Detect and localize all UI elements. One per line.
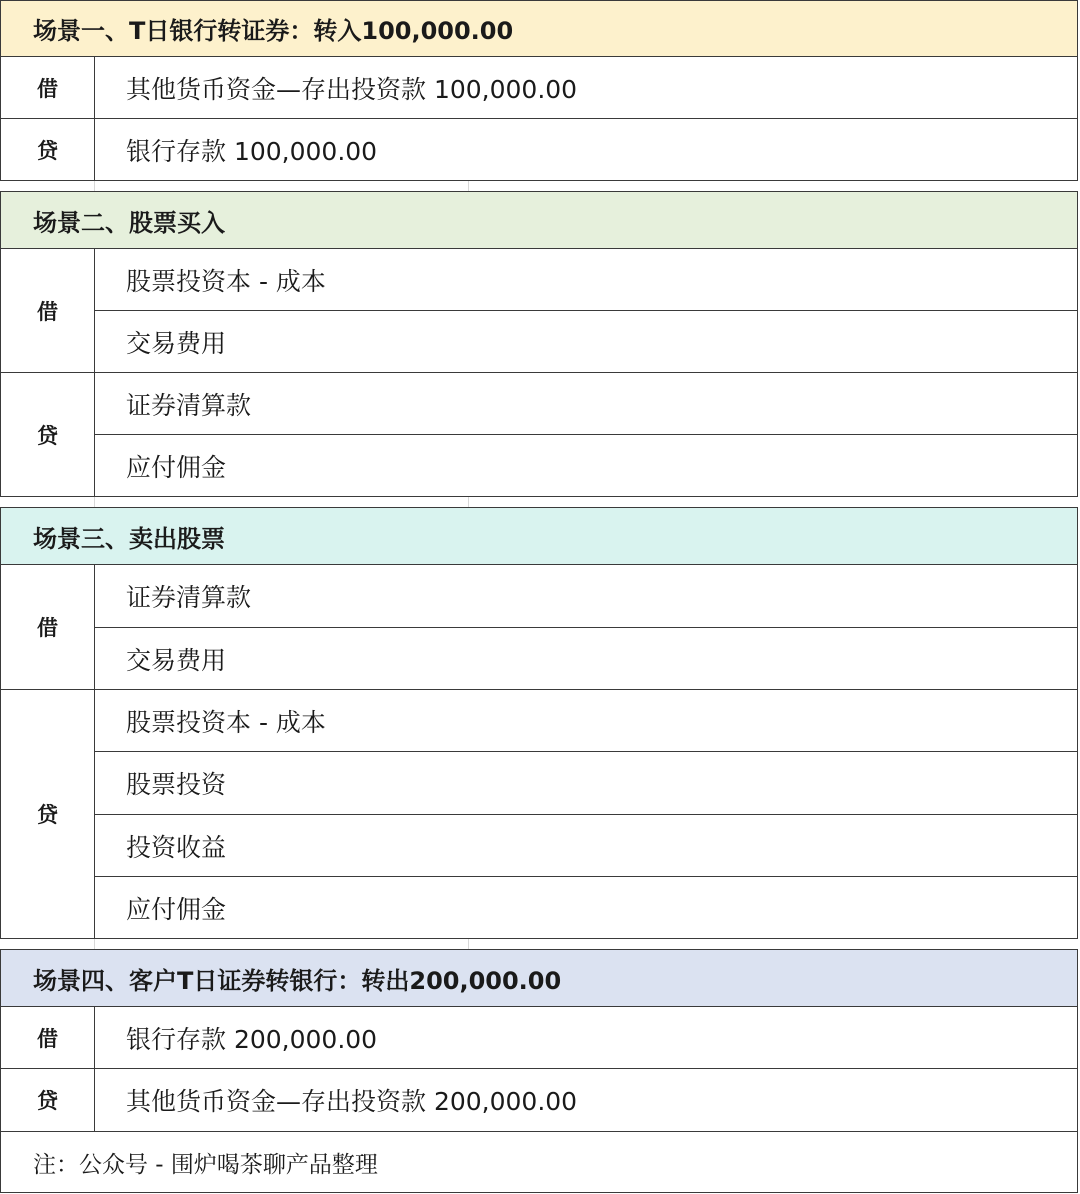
scene3-credit-entry-3: 投资收益: [94, 814, 1078, 877]
gap-divider: [94, 181, 95, 191]
gap-divider: [94, 939, 95, 949]
gap-divider: [468, 939, 469, 949]
scene3-title: 场景三、卖出股票: [33, 524, 225, 553]
scene2-credit-label: 贷: [0, 372, 95, 497]
scene2-header: [0, 191, 1078, 249]
scene2-title: 场景二、股票买入: [33, 208, 225, 237]
scene3-credit-entry-2: 股票投资: [94, 751, 1078, 815]
footnote: 注：公众号 - 围炉喝茶聊产品整理: [0, 1131, 1078, 1193]
scene2-credit-entry-1: 证券清算款: [94, 372, 1078, 435]
scene4-credit-label: 贷: [0, 1068, 95, 1132]
scene2-debit-label: 借: [0, 248, 95, 373]
scene3-header: [0, 507, 1078, 565]
scene2-debit-entry-1: 股票投资本 - 成本: [94, 248, 1078, 311]
scene4-header: [0, 949, 1078, 1007]
scene3-credit-label: 贷: [0, 689, 95, 939]
gap-divider: [468, 181, 469, 191]
scene3-debit-entry-2: 交易费用: [94, 627, 1078, 690]
scene1-header: [0, 0, 1078, 57]
scene3-credit-entry-4: 应付佣金: [94, 876, 1078, 939]
scene1-debit-label: 借: [0, 56, 95, 119]
scene3-credit-entry-1: 股票投资本 - 成本: [94, 689, 1078, 752]
scene4-credit-entry: 其他货币资金—存出投资款 200,000.00: [94, 1068, 1078, 1132]
scene4-debit-label: 借: [0, 1006, 95, 1069]
gap-divider: [94, 497, 95, 507]
scene2-debit-entry-2: 交易费用: [94, 310, 1078, 373]
scene1-debit-entry: 其他货币资金—存出投资款 100,000.00: [94, 56, 1078, 119]
scene1-credit-entry: 银行存款 100,000.00: [94, 118, 1078, 181]
gap-divider: [468, 497, 469, 507]
scene1-title: 场景一、T日银行转证券：转入100,000.00: [33, 17, 514, 45]
scene3-debit-label: 借: [0, 564, 95, 690]
scene4-debit-entry: 银行存款 200,000.00: [94, 1006, 1078, 1069]
scene2-credit-entry-2: 应付佣金: [94, 434, 1078, 497]
scene3-debit-entry-1: 证券清算款: [94, 564, 1078, 628]
scene4-title: 场景四、客户T日证券转银行：转出200,000.00: [33, 966, 562, 995]
scene1-credit-label: 贷: [0, 118, 95, 181]
